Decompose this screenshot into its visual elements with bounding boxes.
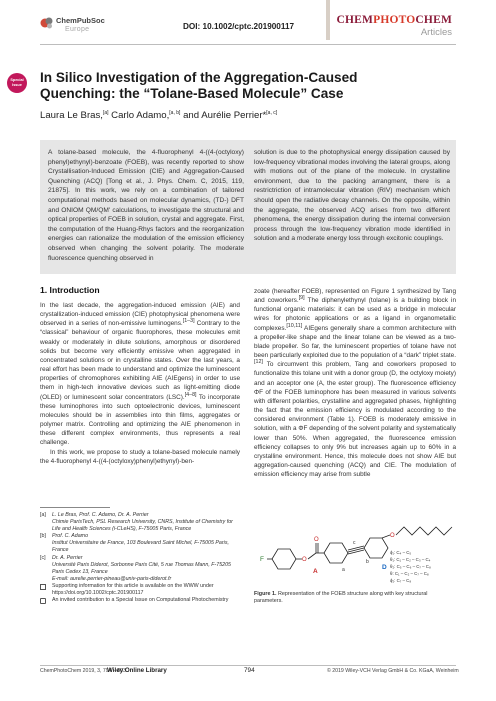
author-le-bras[interactable]: Laura Le Bras,	[40, 110, 103, 121]
foeb-structure-diagram	[258, 493, 454, 583]
article-title: In Silico Investigation of the Aggregation-Caused Quenching: the “Tolane-Based Molecule” Case	[40, 70, 358, 101]
contact-email[interactable]: E-mail: aurelie.perrier-pineau@univ-paris-diderot.fr	[52, 575, 172, 582]
journal-brand[interactable]	[332, 14, 452, 40]
dihedral-legend: ϕ₁: C₄ – C₅	[390, 550, 412, 555]
figure-1[interactable]	[258, 493, 454, 583]
citation-ref[interactable]: [9]	[298, 295, 305, 302]
footer-copyright: © 2019 Wiley-VCH Verlag GmbH & Co. KGaA, Weinheim	[327, 668, 459, 674]
journal-title: CHEMPHOTOCHEM	[336, 14, 452, 26]
section-heading-introduction: 1. Introduction	[40, 285, 100, 295]
citation-ref[interactable]: [12]	[254, 359, 263, 366]
footer-divider	[40, 665, 456, 666]
acceptor-label: A	[313, 568, 318, 575]
publisher-logo[interactable]	[40, 14, 120, 40]
dihedral-legend: ϕ₂: C₇ – C₈	[390, 578, 412, 583]
abstract-left-column: A tolane-based molecule, the 4-fluorophenyl 4-((4-(octyloxy) phenyl)ethynyl)-benzoate (FOEB), was recently reported to show Crystallisation-Induced Emission (CIE) and Aggregation-Caused Quenching (ACQ) [Tong et al., J. Phys. Chem. C, 2015, 119, 21875]. In this work, we rely on a combination of tailored computational methods based on molecular dynamics, (TD-) DFT and ONIOM QM/QM' calculations, to investigate the structural and optical properties of FOEB in solution, crystal and aggregate. First, the computation of the Huang-Rhys factors and the reorganization energies can rationalize the modulation of the emission efficiency observed when changing the solvent polarity. The moderate fluorescence quenching observed in	[48, 149, 244, 262]
oxygen-label: O	[302, 557, 307, 563]
citation-ref[interactable]: [4–8]	[184, 391, 197, 398]
fluorophenyl-ring	[272, 549, 296, 569]
author-perrier[interactable]: and Aurélie Perrier*	[180, 110, 267, 121]
author-list: Laura Le Bras,[a] Carlo Adamo,[a, b] and Aurélie Perrier*[a, c]	[40, 109, 278, 121]
intro-right-column: zoate (hereafter FOEB), represented on Figure 1 synthesized by Tang and coworkers.[9] The diphenylethynyl (tolane) is a building block in functional organic materials: it can be used as a bridge in molecular wires for photonic applications or as a ligand in organometallic complexes.[10,11] AIEgens generally share a common architecture with a propeller-like shape and the linear tolane can be viewed as a two-blade propeller. So far, the luminescent properties of tolane have not been particularly exploited due to the population of a “dark” triplet state.[12] To circumvent this problem, Tang and coworkers proposed to functionalize this tolane unit with a donor group (D, the octyloxy moiety) and an acceptor one (A, the ester group). The fluorescence efficiency ΦF of the FOEB luminophore has been measured in various solvents with different polarities, crystalline and aggregated phases, highlighting the fact that the emission efficiency is modulated according to the considered environment (Table 1). FOEB is moderately emissive in solution, with a ΦF depending of the solvent polarity and systematically lower than 50%. When aggregated, the fluorescence emission efficiency collapses to only 9% but increases again up to 60% in a crystalline environment. Hence, this molecule does not show AIE but aggregation-caused quenching (ACQ) and CIE. The modulation of emission efficiency may arise from subtle	[254, 288, 456, 479]
octyloxy-chain	[396, 527, 452, 535]
figure-1-caption: Figure 1. Representation of the FOEB structure along with key structural parameters.	[254, 591, 428, 605]
header-divider	[40, 44, 456, 45]
affiliation-a: [a] L. Le Bras, Prof. C. Adamo, Dr. A. Perrier Chimie ParisTech, PSL Research University, CNRS, Institute of Chemistry for Life and Health Sciences (i-CLeHS), F-75005 Paris, France	[40, 512, 233, 533]
citation-ref[interactable]: [1–3]	[182, 318, 195, 325]
special-issue-badge: Special Issue	[7, 73, 27, 93]
section-label: Articles	[420, 27, 452, 38]
alkyne-bond	[348, 548, 364, 552]
donor-label: D	[382, 564, 387, 571]
fluorine-label: F	[260, 556, 264, 563]
abstract-right-column: solution is due to the photophysical energy dissipation caused by low-frequency vibrational modes involving the lateral groups, along with motions out of the plane of the molecule. In crystalline environment, due to the packing arrangment, there is a restrictriction of intramolecular vibration (RIV) mechanism which should open the radiative decay channels. On the opposite, within the aggregate, the observed ACQ arises from two different phenomena, the energy dissipation during the internal conversion process through the low-frequency vibration mode identified in solution and a moderate energy loss through excitonic couplings.	[254, 149, 450, 243]
footer-citation: ChemPhotoChem 2019, 3, 794 – 803	[40, 668, 126, 674]
chempubsoc-logo-icon	[40, 16, 54, 30]
affiliation-b: [b] Prof. C. Adamo Institut Universitaire de France, 103 Boulevard Saint Michel, F-75005 Paris, France	[40, 533, 229, 554]
supporting-info-note[interactable]: Supporting information for this article is available on the WWW under https://doi.org/10.1002/cptc.201900117	[40, 583, 240, 597]
publisher-name: ChemPubSoc	[56, 16, 105, 25]
publisher-sub: Europe	[65, 26, 90, 33]
affiliations	[40, 512, 240, 604]
citation-ref[interactable]: [10,11]	[286, 322, 303, 329]
oxygen-label: O	[390, 533, 395, 539]
abstract-box	[40, 140, 456, 274]
document-icon	[40, 584, 46, 590]
benzoate-ring	[324, 543, 348, 563]
author-adamo[interactable]: Carlo Adamo,	[108, 110, 170, 121]
affiliation-c: [c] Dr. A. Perrier Université Paris Diderot, Sorbonne Paris Cité, 5 rue Thomas Mann, F-75205 Paris Cedex 13, France E-mail: aurelie.perrier-pineau@univ-paris-diderot.fr	[40, 555, 240, 583]
bond-label-a: a	[342, 567, 345, 573]
phenyl-ring	[364, 538, 388, 558]
dihedral-legend: θ: C₁ – C₂ – C₇ – C₈	[390, 571, 429, 576]
header-side-bar	[326, 0, 330, 40]
invited-icon	[40, 598, 46, 604]
invited-contribution-note: An invited contribution to a Special Issue on Computational Photochemistry	[40, 597, 240, 604]
bond-label-b: b	[366, 559, 369, 565]
dihedral-legend: θ₂: C₅ – C₆ – C₇ – C₈	[390, 564, 431, 569]
oxygen-label: O	[314, 537, 319, 543]
page-number: 794	[244, 667, 255, 674]
wiley-online-library-link[interactable]: Wiley Online Library	[107, 667, 167, 674]
dihedral-legend: θ₁: C₁ – C₂ – C₃ – C₄	[390, 557, 431, 562]
intro-left-column: In the last decade, the aggregation-induced emission (AIE) and crystallization-induced emission (CIE) photophysical phenomena were observed in a series of non-emissive luminogens.[1–3] Contrary to the “classical” behaviour of organic fluorophores, these molecules emit weakly or moderately in dilute solutions, amorphous or disordered solids but become very efficiently emissive when aggregated in concentrated solutions or in crystalline states. Over the last years, a real effort has been made to understand and optimize the luminescent properties of chromophores exhibiting AIE (AIEgens) in order to use them in high-tech innovative devices such as light-emitting diode (OLED) or luminescent solar concentrators (LSC).[4–8] To incorporate these luminophores into such optoelectronic devices, luminescent molecules should be in assemblies into thin films, aggregates or polymer matrix. Controlling and optimizing the AIE phenomenon in these different complex environments, thus represents a real challenge. In this work, we propose to study a tolane-based molecule namely the 4-fluorophenyl 4-((4-(octyloxy)phenyl)ethynyl)-ben-	[40, 302, 240, 465]
bond-label-c: c	[353, 540, 356, 546]
footnote-divider	[40, 507, 110, 508]
doi-link[interactable]: DOI: 10.1002/cptc.201900117	[183, 22, 295, 31]
